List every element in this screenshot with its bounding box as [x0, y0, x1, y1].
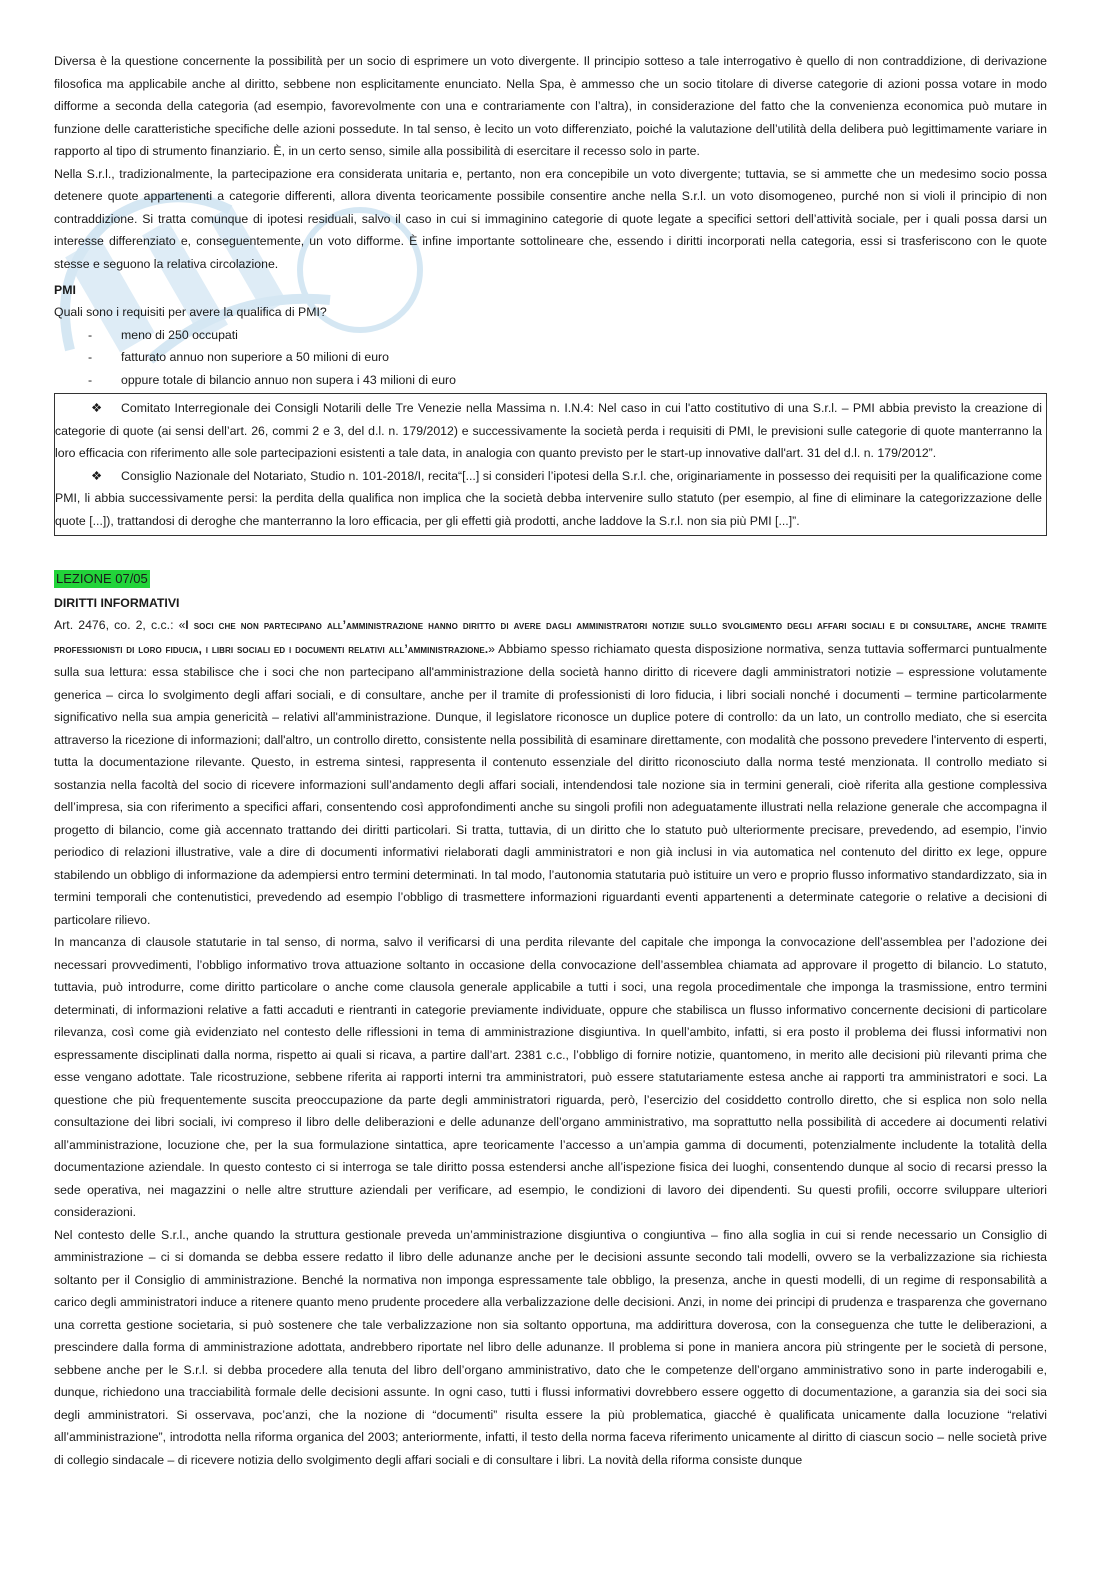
- paragraph-body: Abbiamo spesso richiamato questa disposizione normativa, senza tuttavia soffermarci puntualmente sulla sua lettura: essa stabilisce che i soci che non partecipano all'amministrazione della società hanno diritto di ricevere dagli amministratori notizie – espressione volutamente generica – circa lo svolgimento degli affari sociali, e di consultare, anche per il tramite di professionisti di loro fiducia, i libri sociali nonché i documenti – termine particolarmente significativo nella sua ampia genericità – relativi all'amministrazione. Dunque, il legislatore riconosce un duplice potere di controllo: da un lato, un controllo mediato, che si esercita attraverso la ricezione di informazioni; dall'altro, un controllo diretto, consistente nella possibilità di esaminare direttamente, con modalità che possono prevedere l'intervento di esperti, tutta la documentazione rilevante. Questo, in estrema sintesi, rappresenta il contenuto essenziale del diritto riconosciuto dalla norma testé menzionata. Il controllo mediato si sostanzia nella facoltà del socio di ricevere informazioni sull’andamento degli affari sociali, intendendosi tale nozione sia in termini generali, cioè riferita alla gestione complessiva dell’impresa, sia con riferimento a specifici affari, consentendo così approfondimenti anche su singoli profili non adeguatamente illustrati nella relazione generale che accompagna il progetto di bilancio, come già accennato trattando dei diritti particolari. Si tratta, tuttavia, di un diritto che lo statuto può ulteriormente precisare, prevedendo, ad esempio, l’invio periodico di relazioni illustrative, vale a dire di documenti informativi rielaborati dagli amministratori e non già inclusi in via automatica nel contenuto del diritto ex lege, oppure stabilendo un obbligo di informazione da adempiersi entro termini determinati. In tal modo, l’autonomia statutaria può istituire un vero e proprio flusso informativo standardizzato, sia in termini temporali che contenutistici, prevedendo ad esempio l’obbligo di trasmettere informazioni riguardanti eventi appartenenti a determinate categorie o relative a decisioni di particolare rilievo.: [54, 641, 1048, 927]
- paragraph-srl-verbalizzazione: Nel contesto delle S.r.l., anche quando la struttura gestionale preveda un’amministrazione disgiuntiva o congiuntiva – fino alla soglia in cui si rende necessario un Consiglio di amministrazione – ci si domanda se debba essere redatto il libro delle adunanze anche per le decisioni assunte secondo tali modelli, ovvero se la verbalizzazione sia richiesta soltanto per il Consiglio di amministrazione. Benché la normativa non imponga espressamente tale obbligo, la presenza, anche in questi modelli, di un regime di responsabilità a carico degli amministratori induce a ritenere quanto meno prudente procedere alla verbalizzazione delle decisioni. Anzi, in nome dei principi di prudenza e trasparenza che governano una corretta gestione societaria, si può sostenere che tale verbalizzazione non sia soltanto opportuna, ma addirittura doverosa, con la conseguenza che tutte le deliberazioni, a prescindere dalla forma di amministrazione adottata, andrebbero riportate nel libro delle adunanze. Il problema si pone in maniera ancora più stringente per le società di persone, sebbene anche per le S.r.l. si debba procedere alla tenuta del libro dell’organo amministrativo, dato che le competenze dell’organo amministrativo sono in parte inderogabili e, dunque, richiedono una tracciabilità formale delle decisioni assunte. In ogni caso, tutti i flussi informativi dovrebbero essere oggetto di documentazione, a garanzia sia dei soci sia degli amministratori. Si osservava, poc’anzi, che la nozione di “documenti” risulta essere la più problematica, giacché è qualificata unicamente dalla locuzione “relativi all’amministrazione”, introdotta nella riforma organica del 2003; anteriormente, infatti, il testo della norma faceva riferimento unicamente al diritto di ciascun socio – nelle società prive di collegio sindacale – di ricevere notizia dello svolgimento degli affari sociali e di consultare i libri. La novità della riforma consiste dunque: [54, 1227, 1047, 1467]
- diritti-heading: DIRITTI INFORMATIVI: [54, 596, 180, 610]
- dash-bullet: -: [88, 327, 93, 342]
- paragraph-art-2476: Art. 2476, co. 2, c.c.: «I soci che non partecipano all’amministrazione hanno diritto di avere dagli amministratori notizie sullo svolgimento degli affari sociali e di consultare, anche tramite professionisti di loro fiducia, i libri sociali ed i documenti relativi all’amministrazione.» Abbiamo spesso richiamato questa disposizione normativa, senza tuttavia soffermarci puntualmente sulla sua lettura: essa stabilisce che i soci che non partecipano all'amministrazione della società hanno diritto di ricevere dagli amministratori notizie – espressione volutamente generica – circa lo svolgimento degli affari sociali, e di consultare, anche per il tramite di professionisti di loro fiducia, i libri sociali nonché i documenti – termine particolarmente significativo nella sua ampia genericità – relativi all'amministrazione. Dunque, il legislatore riconosce un duplice potere di controllo: da un lato, un controllo mediato, che si esercita attraverso la ricezione di informazioni; dall'altro, un controllo diretto, consistente nella possibilità di esaminare direttamente, con modalità che possono prevedere l'intervento di esperti, tutta la documentazione rilevante. Questo, in estrema sintesi, rappresenta il contenuto essenziale del diritto riconosciuto dalla norma testé menzionata. Il controllo mediato si sostanzia nella facoltà del socio di ricevere informazioni sull’andamento degli affari sociali, intendendosi tale nozione sia in termini generali, cioè riferita alla gestione complessiva dell’impresa, sia con riferimento a specifici affari, consentendo così approfondimenti anche su singoli profili non adeguatamente illustrati nella relazione generale che accompagna il progetto di bilancio, come già accennato trattando dei diritti particolari. Si tratta, tuttavia, di un diritto che lo statuto può ulteriormente precisare, prevedendo, ad esempio, l’invio periodico di relazioni illustrative, vale a dire di documenti informativi rielaborati dagli amministratori e non già inclusi in via automatica nel contenuto del diritto ex lege, oppure stabilendo un obbligo di informazione da adempiersi entro termini determinati. In tal modo, l’autonomia statutaria può istituire un vero e proprio flusso informativo standardizzato, sia in termini temporali che contenutistici, prevedendo ad esempio l’obbligo di trasmettere informazioni riguardanti eventi appartenenti a determinate categorie o relative a decisioni di particolare rilievo.: [54, 618, 1048, 927]
- document-page: [54, 50, 1047, 1471]
- article-quote: I soci che non partecipano all’amministrazione hanno diritto di avere dagli amministratori notizie sullo svolgimento degli affari sociali e di consultare, anche tramite professionisti di loro fiducia, i libri sociali ed i documenti relativi all’amministrazione.: [54, 620, 1047, 656]
- article-ref: Art. 2476, co. 2, c.c.: «: [54, 618, 186, 632]
- dash-bullet: -: [88, 372, 93, 387]
- list-item: - meno di 250 occupati: [54, 324, 1047, 347]
- diamond-bullet-icon: ❖: [91, 468, 103, 483]
- pmi-citation-box: [54, 393, 1047, 536]
- list-item: - oppure totale di bilancio annuo non supera i 43 milioni di euro: [54, 369, 1047, 392]
- paragraph-srl-voto: Nella S.r.l., tradizionalmente, la partecipazione era considerata unitaria e, pertanto, non era concepibile un voto divergente; tuttavia, se si ammette che un medesimo socio possa detenere quote appartenenti a categorie differenti, allora diventa teoricamente possibile consentire anche nella S.r.l. un voto disomogeneo, purché non si violi il principio di non contraddizione. Si tratta comunque di ipotesi residuali, salvo il caso in cui si immaginino categorie di quote legate a specifici settori dell’attività sociale, per i quali possa darsi un interesse differenziato e, conseguentemente, un voto difforme. È infine importante sottolineare che, essendo i diritti incorporati nella categoria, essi si trasferiscono con le quote stesse e seguono la relativa circolazione.: [54, 166, 1047, 271]
- citation-consiglio: ❖ Consiglio Nazionale del Notariato, Studio n. 101-2018/I, recita“[...] si consideri l’ipotesi della S.r.l. che, originariamente in possesso dei requisiti per la qualificazione come PMI, li abbia successivamente persi: la perdita della qualifica non implica che la società debba intervenire sullo statuto (per esempio, al fine di eliminare la categorizzazione delle quote [...]), trattandosi di deroghe che manterranno la loro efficacia, per gli effetti già prodotti, anche laddove la S.r.l. non sia più PMI [...]”.: [55, 465, 1042, 533]
- dash-bullet: -: [88, 350, 93, 364]
- pmi-heading: PMI: [54, 283, 76, 297]
- diamond-bullet-icon: ❖: [91, 401, 103, 415]
- list-item: - fatturato annuo non superiore a 50 milioni di euro: [54, 346, 1047, 369]
- paragraph-clausole: In mancanza di clausole statutarie in tal senso, di norma, salvo il verificarsi di una perdita rilevante del capitale che imponga la convocazione dell’assemblea per l’adozione dei necessari provvedimenti, l’obbligo informativo trova attuazione soltanto in occasione della convocazione dell’assemblea chiamata ad approvare il progetto di bilancio. Lo statuto, tuttavia, può introdurre, come diritto particolare o anche come clausola generale applicabile a tutti i soci, una regola procedimentale che imponga la trasmissione, entro termini determinati, di informazioni relative a fatti accaduti e rientranti in categorie previamente individuate, oppure che stabilisca un flusso informativo concernente decisioni di particolare rilevanza, così come già evidenziato nel contesto delle riflessioni in tema di amministrazione disgiuntiva. In quell’ambito, infatti, si era posto il problema dei flussi informativi non espressamente disciplinati dalla norma, rispetto ai quali si ricava, a partire dall’art. 2381 c.c., l’obbligo di fornire notizie, quantomeno, in merito alle decisioni più rilevanti prima che esse vengano adottate. Tale ricostruzione, sebbene riferita ai rapporti interni tra amministratori, può essere statutariamente estesa anche ai rapporti tra amministratori e soci. La questione che più frequentemente suscita preoccupazione da parte degli amministratori riguarda, però, l’esercizio del cosiddetto controllo diretto, che si esplica non solo nella consultazione dei libri sociali, ivi compreso il libro delle deliberazioni e delle adunanze dell’organo amministrativo, ma soprattutto nella possibilità di accedere ai documenti relativi all’amministrazione, locuzione che, per la sua formulazione sintattica, apre teoricamente l’accesso a un’ampia gamma di documenti, potenzialmente includente la totalità della documentazione aziendale. In questo contesto ci si interroga se tale diritto possa estendersi anche all’ispezione fisica dei luoghi, consentendo dunque al socio di recarsi presso la sede operativa, nei magazzini o nelle altre strutture aziendali per verificare, ad esempio, le condizioni di lavoro dei dipendenti. Su questi profili, occorre sviluppare ulteriori considerazioni.: [54, 935, 1047, 1219]
- paragraph-voto-divergente: Diversa è la questione concernente la possibilità per un socio di esprimere un voto divergente. Il principio sotteso a tale interrogativo è quello di non contraddizione, di derivazione filosofica ma applicabile anche al diritto, sebbene non esplicitamente enunciato. Nella Spa, è ammesso che un socio titolare di diverse categorie di azioni possa votare in modo difforme a seconda della categoria (ad esempio, favorevolmente con una e contrariamente con l’altra), in considerazione del fatto che la convenienza economica può mutare in funzione delle caratteristiche specifiche delle azioni possedute. In tal senso, è lecito un voto differenziato, poiché la valutazione dell’utilità della delibera può legittimamente variare in rapporto al tipo di strumento finanziario. È, in un certo senso, simile alla possibilità di esercitare il recesso solo in parte.: [54, 54, 1047, 158]
- lesson-heading: LEZIONE 07/05: [56, 571, 148, 586]
- pmi-question: Quali sono i requisiti per avere la qualifica di PMI?: [54, 305, 327, 319]
- citation-comitato: ❖ Comitato Interregionale dei Consigli Notarili delle Tre Venezie nella Massima n. I.N.4: Nel caso in cui l'atto costitutivo di una S.r.l. – PMI abbia previsto la creazione di categorie di quote (ai sensi dell’art. 26, commi 2 e 3, del d.l. n. 179/2012) e successivamente la società perda i requisiti di PMI, le previsioni sulle categorie di quote manterranno la loro efficacia con riferimento alle sole partecipazioni esistenti a tale data, in analogia con quanto previsto per le start-up innovative dall'art. 31 del d.l. n. 179/2012”.: [55, 397, 1042, 465]
- pmi-requirements-list: [54, 324, 1047, 392]
